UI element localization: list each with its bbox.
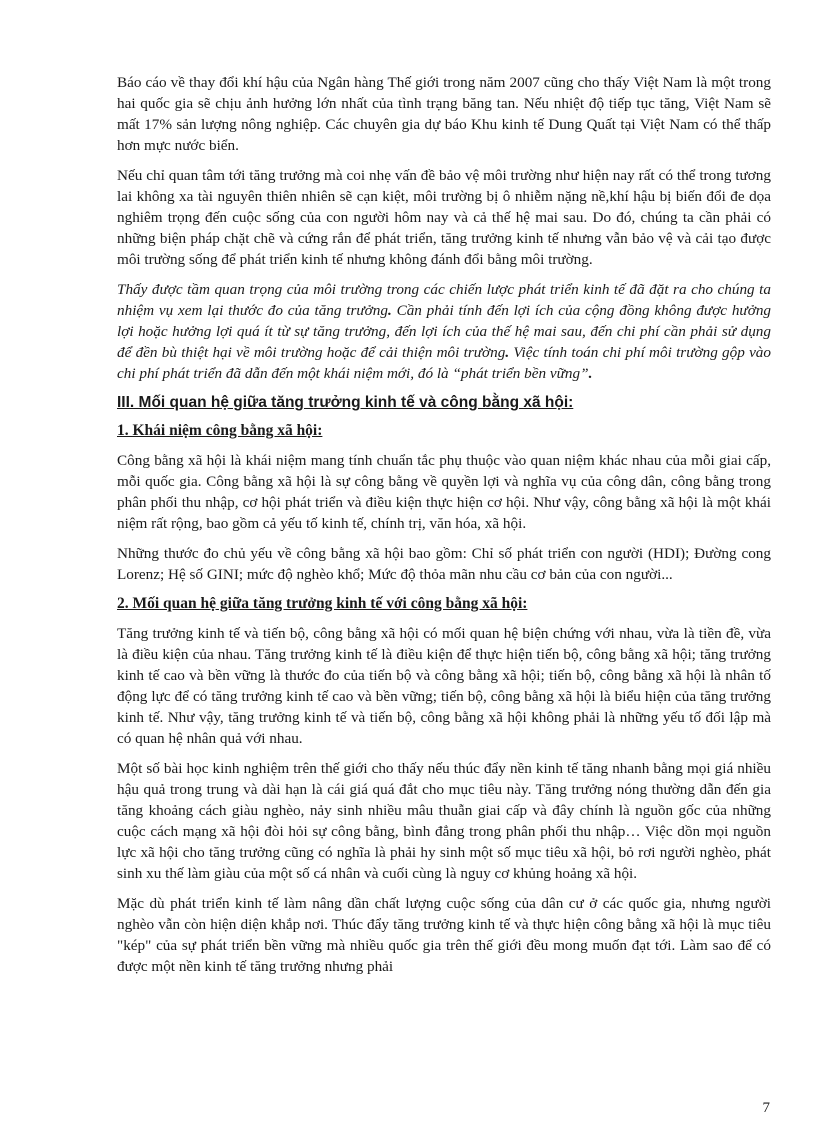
bold-period: . — [387, 302, 392, 319]
paragraph-equity-measures: Những thước đo chủ yếu về công bằng xã hội bao gồm: Chỉ số phát triển con người (HDI); Đường cong Lorenz; Hệ số GINI; mức độ nghèo khổ; Mức độ thỏa mãn nhu cầu cơ bản của con người... — [117, 545, 771, 583]
paragraph-dual-goal: Mặc dù phát triển kinh tế làm nâng dần chất lượng cuộc sống của dân cư ở các quốc gia, nhưng người nghèo vẫn còn hiện diện khắp nơi. Thúc đẩy tăng trưởng kinh tế và thực hiện công bằng xã hội là mục tiêu "kép" của sự phát triển bền vững mà nhiều quốc gia trên thế giới đều mong muốn đạt tới. Làm sao để có được một nền kinh tế tăng trưởng nhưng phải — [117, 895, 771, 975]
document-page — [117, 72, 771, 986]
section-heading-growth-equity: III. Mối quan hệ giữa tăng trưởng kinh tế và công bằng xã hội: — [117, 394, 574, 411]
bold-period: . — [505, 344, 510, 361]
paragraph-world-lessons: Một số bài học kinh nghiệm trên thế giới cho thấy nếu thúc đẩy nền kinh tế tăng nhanh bằng mọi giá nhiều hậu quả trong trung và dài hạn là cái giá quá đắt cho mục tiêu này. Tăng trưởng nóng thường dẫn đến gia tăng khoảng cách giàu nghèo, nảy sinh nhiều mâu thuẫn giai cấp và đây chính là nguồn gốc của những cuộc cách mạng xã hội đòi hỏi sự công bằng, bình đẳng trong phân phối thu nhập… Việc dồn mọi nguồn lực xã hội cho tăng trưởng cũng có nghĩa là phải hy sinh một số mục tiêu xã hội, bỏ rơi người nghèo, phát sinh xu thế làm giàu của một số cá nhân và cuối cùng là nguy cơ khủng hoảng xã hội. — [117, 760, 771, 882]
paragraph-climate-report: Báo cáo về thay đổi khí hậu của Ngân hàng Thế giới trong năm 2007 cũng cho thấy Việt Nam là một trong hai quốc gia sẽ chịu ảnh hưởng lớn nhất của tình trạng băng tan. Nếu nhiệt độ tiếp tục tăng, Việt Nam sẽ mất 17% sản lượng nông nghiệp. Các chuyên gia dự báo Khu kinh tế Dung Quất tại Việt Nam có thể thấp hơn mực nước biển. — [117, 74, 771, 154]
italic-text-part: Thấy được tầm quan trọng của môi trường trong các chiến lược phát triển kinh tế đã đặt ra cho chúng ta nhiệm vụ xem lại thước đo của tăng trưởng — [117, 281, 771, 319]
paragraph-sustainable-development — [117, 279, 771, 384]
italic-text-part: Việc tính toán chi phí môi trường gộp vào chi phí phát triển đã dẫn đến một khái niệm mới, đó là “phát triển bền vững” — [117, 344, 771, 382]
subheading-social-equity-concept: 1. Khái niệm công bằng xã hội: — [117, 422, 323, 439]
paragraph-environment-concern: Nếu chỉ quan tâm tới tăng trưởng mà coi nhẹ vấn đề bảo vệ môi trường như hiện nay rất có thể trong tương lai không xa tài nguyên thiên nhiên sẽ cạn kiệt, môi trường bị ô nhiễm nặng nề,khí hậu bị biến đổi đe dọa nghiêm trọng đến cuộc sống của con người hôm nay và cả thế hệ mai sau. Do đó, chúng ta cần phải có những biện pháp chặt chẽ và cứng rắn để phát triển, tăng trưởng kinh tế nhưng vẫn bảo vệ và cải tạo được môi trường sống để phát triển kinh tế nhưng không đánh đổi bằng môi trường. — [117, 167, 771, 268]
subheading-growth-equity-relation: 2. Mối quan hệ giữa tăng trưởng kinh tế với công bằng xã hội: — [117, 595, 528, 612]
paragraph-dialectical-relation: Tăng trưởng kinh tế và tiến bộ, công bằng xã hội có mối quan hệ biện chứng với nhau, vừa là tiền đề, vừa là điều kiện của nhau. Tăng trưởng kinh tế là điều kiện để thực hiện tiến bộ, công bằng xã hội; tăng trưởng kinh tế cao và bền vững là thước đo của tiến bộ và công bằng xã hội; tiến bộ, công bằng xã hội là nhân tố động lực để có tăng trưởng kinh tế cao và bền vững; tiến bộ, công bằng xã hội là biểu hiện của tăng trưởng kinh tế. Như vậy, tăng trưởng kinh tế và tiến bộ, công bằng xã hội không phải là những yếu tố đối lập mà có quan hệ nhân quả với nhau. — [117, 625, 771, 747]
paragraph-equity-definition: Công bằng xã hội là khái niệm mang tính chuẩn tắc phụ thuộc vào quan niệm khác nhau của mỗi giai cấp, mỗi quốc gia. Công bằng xã hội là sự công bằng về quyền lợi và nghĩa vụ của công dân, công bằng trong phân phối thu nhập, cơ hội phát triển và điều kiện thực hiện cơ hội. Như vậy, công bằng xã hội là một khái niệm rất rộng, bao gồm cả yếu tố kinh tế, chính trị, văn hóa, xã hội. — [117, 452, 771, 532]
bold-period: . — [588, 365, 593, 382]
italic-text-part: Cần phải tính đến lợi ích của cộng đồng không được hưởng lợi hoặc hưởng lợi quá ít từ sự tăng trưởng, đến lợi ích của thế hệ mai sau, đến chi phí cần phải sử dụng để đền bù thiệt hại về môi trường hoặc để cải thiện môi trường — [117, 302, 772, 361]
page-number: 7 — [762, 1100, 770, 1116]
